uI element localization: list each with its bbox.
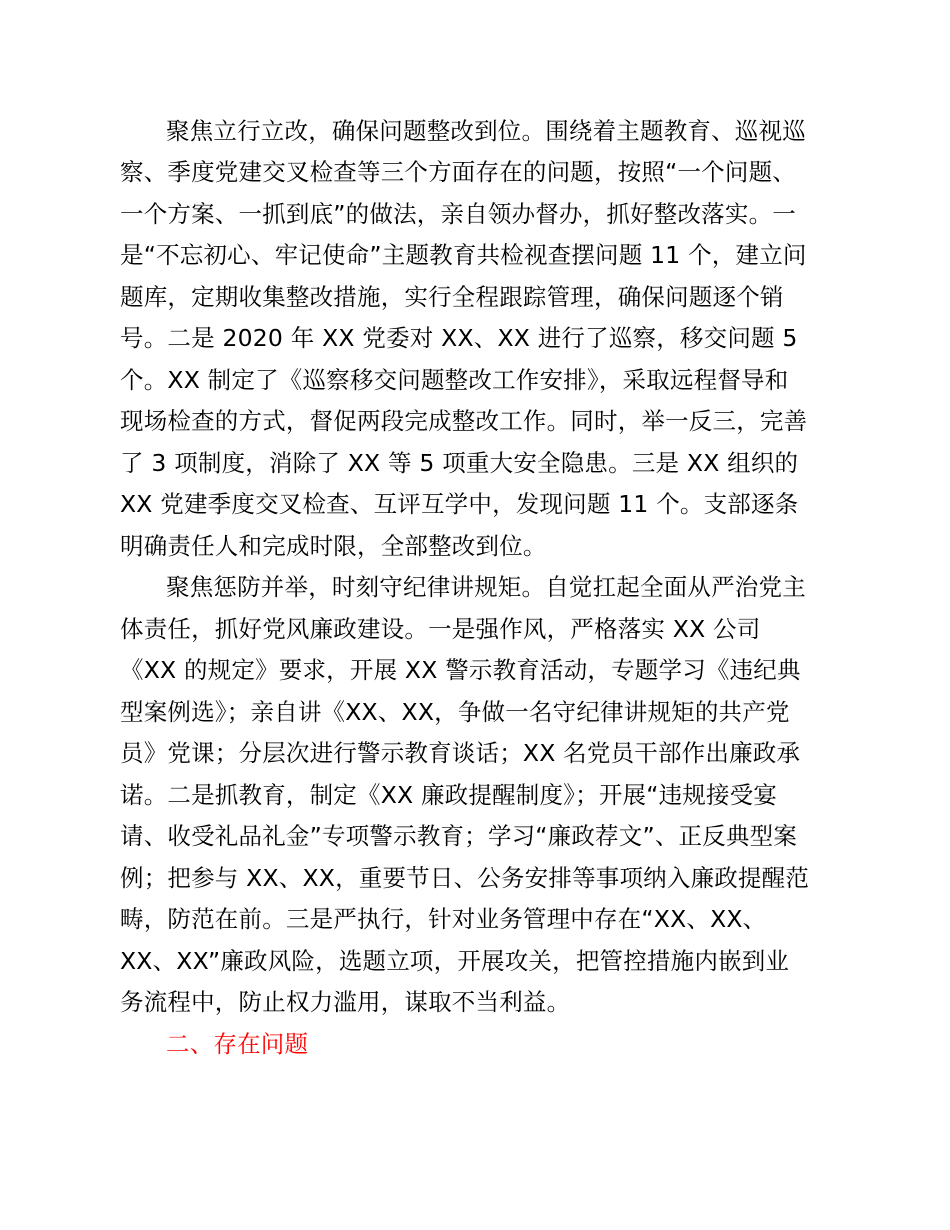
- text-line: XX 党建季度交叉检查、互评互学中，发现问题 11 个。支部逐条: [120, 490, 799, 518]
- section-heading: 二、存在问题: [166, 1030, 309, 1058]
- text-line: 聚焦惩防并举，时刻守纪律讲规矩。自觉扛起全面从严治党主: [166, 573, 806, 601]
- text-line: 题库，定期收集整改措施，实行全程跟踪管理，确保问题逐个销: [120, 283, 784, 311]
- text-line: 体责任，抓好党风廉政建设。一是强作风，严格落实 XX 公司: [120, 615, 761, 643]
- text-line: 号。二是 2020 年 XX 党委对 XX、XX 进行了巡察，移交问题 5: [120, 324, 798, 352]
- text-line: 《XX 的规定》要求，开展 XX 警示教育活动，专题学习《违纪典: [120, 656, 801, 684]
- text-line: 员》党课；分层次进行警示教育谈话；XX 名党员干部作出廉政承: [120, 739, 801, 767]
- text-line: 畴，防范在前。三是严执行，针对业务管理中存在“XX、XX、: [120, 905, 767, 933]
- text-line: 聚焦立行立改，确保问题整改到位。围绕着主题教育、巡视巡: [166, 117, 806, 145]
- text-line: 现场检查的方式，督促两段完成整改工作。同时，举一反三，完善: [120, 407, 808, 435]
- text-line: 个。XX 制定了《巡察移交问题整改工作安排》，采取远程督导和: [120, 366, 789, 394]
- text-line: 例；把参与 XX、XX，重要节日、公务安排等事项纳入廉政提醒范: [120, 864, 810, 892]
- text-line: 请、收受礼品礼金”专项警示教育；学习“廉政荐文”、正反典型案: [120, 822, 798, 850]
- text-line: 察、季度党建交叉检查等三个方面存在的问题，按照“一个问题、: [120, 158, 796, 186]
- text-line: XX、XX”廉政风险，选题立项，开展攻关，把管控措施内嵌到业: [120, 947, 790, 975]
- text-line: 了 3 项制度，消除了 XX 等 5 项重大安全隐患。三是 XX 组织的: [120, 449, 799, 477]
- text-line: 务流程中，防止权力滥用，谋取不当利益。: [120, 988, 571, 1016]
- text-line: 是“不忘初心、牢记使命”主题教育共检视查摆问题 11 个，建立问: [120, 241, 807, 269]
- text-line: 明确责任人和完成时限，全部整改到位。: [120, 532, 547, 560]
- text-line: 诺。二是抓教育，制定《XX 廉政提醒制度》；开展“违规接受宴: [120, 781, 778, 809]
- text-line: 型案例选》；亲自讲《XX、XX，争做一名守纪律讲规矩的共产党: [120, 698, 790, 726]
- text-line: 一个方案、一抓到底”的做法，亲自领办督办，抓好整改落实。一: [120, 200, 796, 228]
